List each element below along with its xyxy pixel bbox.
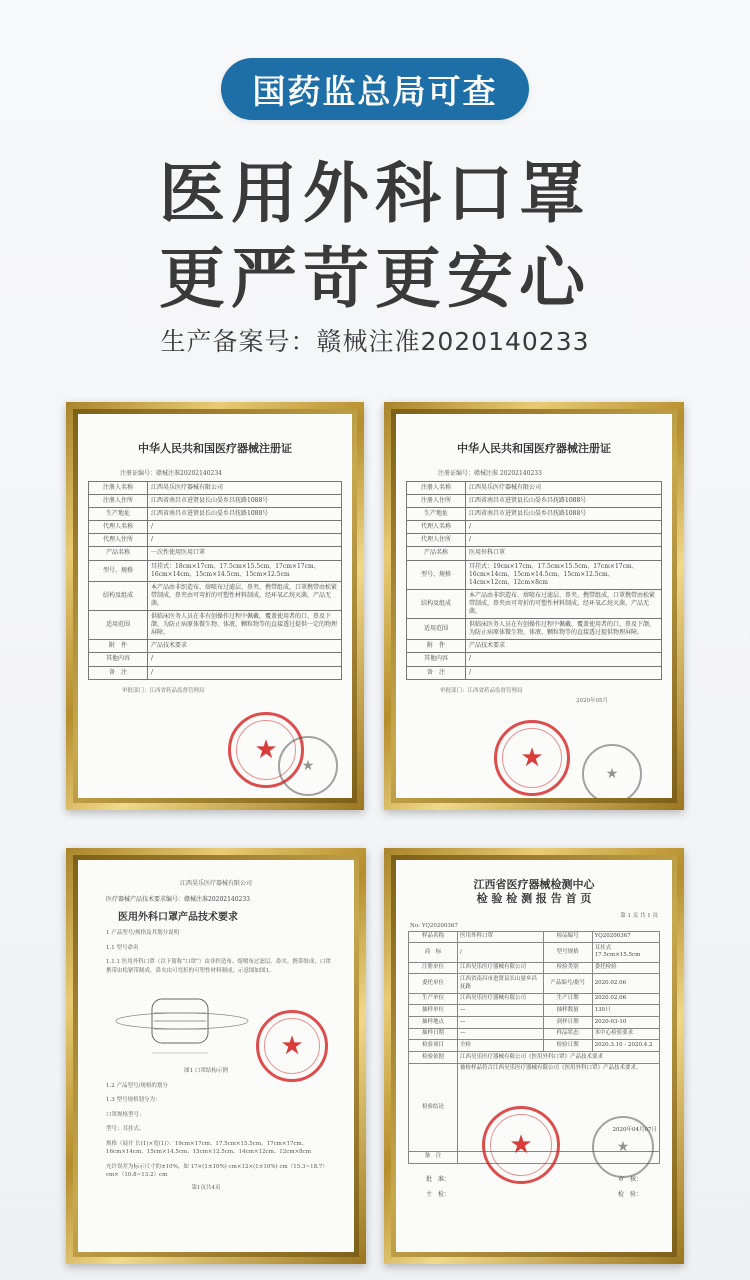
table-row <box>409 993 660 1005</box>
table-row <box>89 560 342 581</box>
field-value: 江西昊乐医疗器械有限公司 <box>148 482 342 495</box>
frame-border <box>73 855 359 1257</box>
headline-line-1: 医用外科口罩 <box>159 155 591 232</box>
inspector-label: 检 验： <box>617 1190 642 1198</box>
field-value: 2020-03-10 <box>592 1017 659 1029</box>
table-row <box>407 666 662 679</box>
table-row <box>409 943 660 962</box>
field-value: 江西省南昌市进贤县长山晏乡昌抚路1088号 <box>148 495 342 508</box>
field-value: / <box>148 521 342 534</box>
section-heading: 1.1 型号命名 <box>106 944 139 951</box>
frame-border <box>391 409 677 803</box>
paragraph: 规格（展开 长(1)×宽(1)）：19cm×17cm、17.5cm×15.5cm、17cm×17cm、16cm×14cm、15cm×14.5cm、15cm×12.5cm、14cm×12cm、12cm×8cm <box>106 1140 311 1156</box>
field-label: 结构及组成 <box>407 589 466 618</box>
field-value: 江西省南昌市进贤县长山晏乡昌抚路1088号 <box>466 508 662 521</box>
table-row <box>407 508 662 521</box>
signature-row <box>426 1189 642 1198</box>
section-heading: 1.2 产品型号/规格的划分 <box>106 1082 168 1089</box>
section-heading: 1.3 型号规格划分为： <box>106 1097 161 1104</box>
field-value: 2020.02.06 <box>592 993 659 1005</box>
table-row <box>407 619 662 640</box>
report-page-info: 第 1 页 共 1 页 <box>620 912 658 919</box>
table-row <box>407 653 662 666</box>
field-value: 江西省南昌市进贤县长山晏乡昌抚路 <box>458 974 544 993</box>
field-label: 检验依据 <box>409 1052 458 1064</box>
field-value: / <box>148 534 342 547</box>
field-label: 到样日期 <box>543 1017 592 1029</box>
field-label: 其他内容 <box>89 653 148 666</box>
figure-caption: 图1 口罩结构示例 <box>184 1068 228 1075</box>
red-official-seal <box>482 1106 560 1184</box>
field-value: 江西昊乐医疗器械有限公司 <box>466 482 662 495</box>
gray-stamp <box>592 1116 654 1178</box>
certificate-title: 中华人民共和国医疗器械注册证 <box>457 442 611 455</box>
field-label: 产品名称 <box>89 547 148 560</box>
registration-certificate-left <box>78 414 352 798</box>
standard-number: 医疗器械产品技术要求编号：赣械注准20202140233 <box>106 896 250 903</box>
field-value: 本中心检验要求 <box>592 1028 659 1040</box>
table-row <box>407 534 662 547</box>
table-row <box>409 974 660 993</box>
field-label: 代理人住所 <box>89 534 148 547</box>
test-report-frame <box>384 848 684 1264</box>
field-label: 注册人住所 <box>89 495 148 508</box>
field-value: 江西昊乐医疗器械有限公司《医用外科口罩》产品技术要求 <box>458 1052 660 1064</box>
top-badge: 国药监总局可查 <box>221 58 529 120</box>
field-value: 产品技术要求 <box>466 640 662 653</box>
table-row <box>89 547 342 560</box>
seal-ring <box>490 1114 552 1176</box>
gray-stamp <box>582 744 642 798</box>
certificate-table <box>88 481 342 680</box>
table-row <box>407 547 662 560</box>
table-row <box>89 666 342 679</box>
seal-ring <box>264 1018 320 1074</box>
field-label: 委托单位 <box>409 974 458 993</box>
standard-title: 医用外科口罩产品技术要求 <box>118 912 238 923</box>
field-value: 2020.3.10 - 2020.4.2 <box>592 1040 659 1052</box>
field-label: 生产日期 <box>543 993 592 1005</box>
table-row <box>409 1028 660 1040</box>
field-label: 注册人名称 <box>407 482 466 495</box>
field-value: / <box>148 653 342 666</box>
field-label: 商 标 <box>409 943 458 962</box>
field-label: 样品名称 <box>409 931 458 943</box>
table-row <box>407 495 662 508</box>
table-row <box>89 495 342 508</box>
table-row <box>89 482 342 495</box>
table-row <box>409 931 660 943</box>
certificate-number: 注册证编号：赣械注准20202140234 <box>120 470 222 477</box>
table-row <box>407 482 662 495</box>
field-label: 适用范围 <box>407 619 466 640</box>
frame-border <box>73 409 357 803</box>
field-label: 备 注 <box>409 1151 458 1163</box>
field-label: 备 注 <box>407 666 466 679</box>
field-label: 抽样数量 <box>543 1005 592 1017</box>
field-label: 生产单位 <box>409 993 458 1005</box>
seal-star-icon: ★ <box>509 1130 533 1160</box>
field-value: — <box>458 1028 544 1040</box>
field-label: 注册单位 <box>409 962 458 974</box>
field-label: 代理人名称 <box>407 521 466 534</box>
field-value: 供临床医务人员在非有创操作过程中佩戴，覆盖使用者的口、鼻及下颌，为防止病原体微生物、体液、颗粒物等的直接透过提供一定的物理屏障。 <box>148 611 342 640</box>
technical-standard-document <box>78 860 354 1252</box>
issue-date: 2020年04月07日 <box>612 1127 657 1134</box>
certificate-frame-right <box>384 402 684 810</box>
stamp-star-icon: ★ <box>605 766 619 782</box>
field-value: YQ20200367 <box>592 931 659 943</box>
field-value: 江西昊乐医疗器械有限公司 <box>458 993 544 1005</box>
certificate-frame-left <box>66 402 364 810</box>
field-value: 江西省南昌市进贤县长山晏乡昌抚路1088号 <box>148 508 342 521</box>
field-label: 产品名称 <box>407 547 466 560</box>
seal-star-icon: ★ <box>280 1031 304 1061</box>
field-label: 型号规格 <box>543 943 592 962</box>
field-label: 生产地址 <box>407 508 466 521</box>
field-label: 检验类别 <box>543 962 592 974</box>
field-value: 供临床医务人员在有创操作过程中佩戴，覆盖使用者的口、鼻及下颌，为防止病原体微生物、体液、颗粒物等的直接透过提供物理屏障。 <box>466 619 662 640</box>
conclusion-text: 被检样品符合江西昊乐医疗器械有限公司《医用外科口罩》产品技术要求。 <box>460 1065 642 1072</box>
table-row <box>409 962 660 974</box>
paragraph: 允许误差为标示尺寸的±10%，如 17×(1±10%) cm×12×(1±10%) cm（15.3~18.7）cm×（10.8~13.2）cm <box>106 1163 328 1179</box>
table-row <box>89 640 342 653</box>
approval-department: 审批部门：江西省药品监督管理局 <box>122 687 205 694</box>
field-value: / <box>466 653 662 666</box>
field-value: 本产品由非织造布、熔喷布过滤层、鼻夹、携带组成，口罩携带由松紧带制成，鼻夹由可弯折的可塑性材料制成，经环氧乙烷灭菌，产品无菌。 <box>466 589 662 618</box>
gray-stamp <box>278 736 338 796</box>
field-value: / <box>466 666 662 679</box>
field-value: 2020.02.06 <box>592 974 659 993</box>
paragraph: 口罩规格型号： <box>106 1111 145 1118</box>
field-value: 江西省南昌市进贤县长山晏乡昌抚路1088号 <box>466 495 662 508</box>
table-row <box>89 508 342 521</box>
field-value: 耳挂式：18cm×17cm、17.5cm×15.5cm、17cm×17cm、16cm×14cm、15cm×14.5cm、15cm×12.5cm <box>148 560 342 581</box>
field-label: 抽样单位 <box>409 1005 458 1017</box>
field-label: 备 注 <box>89 666 148 679</box>
field-label: 结构及组成 <box>89 581 148 610</box>
field-label: 注册人名称 <box>89 482 148 495</box>
field-value: 江西昊乐医疗器械有限公司 <box>458 962 544 974</box>
field-label: 附 件 <box>407 640 466 653</box>
technical-standard-frame <box>66 848 366 1264</box>
field-label: 代理人名称 <box>89 521 148 534</box>
stamp-star-icon: ★ <box>616 1139 630 1155</box>
chief-inspector-label: 主 检： <box>426 1190 451 1198</box>
paragraph: 型号：耳挂式。 <box>106 1126 145 1133</box>
red-official-seal <box>494 720 570 796</box>
paragraph: 1.1.1 医用外科口罩（以下简称“口罩”）由非织造布、熔喷布过滤层、鼻夹、携带组成，口罩携带由松紧带制成，鼻夹由可弯折的可塑性材料制成，示意图如图1。 <box>106 959 331 974</box>
field-value: 一次性使用医用口罩 <box>148 547 342 560</box>
table-row <box>89 521 342 534</box>
headline-line-2: 更严苛更安心 <box>159 240 591 317</box>
approval-date: 2020年05月 <box>576 697 608 704</box>
seal-ring <box>502 728 562 788</box>
certificate-table <box>406 481 662 680</box>
field-label: 检验项目 <box>409 1040 458 1052</box>
report-title: 检 验 检 测 报 告 首 页 <box>476 892 592 906</box>
field-value: / <box>466 534 662 547</box>
field-value: 委托检验 <box>592 962 659 974</box>
table-row <box>89 653 342 666</box>
field-value: / <box>148 666 342 679</box>
table-row <box>409 1040 660 1052</box>
table-row <box>409 1017 660 1029</box>
field-value: 130只 <box>592 1005 659 1017</box>
stamp-star-icon: ★ <box>301 758 315 774</box>
field-label: 适用范围 <box>89 611 148 640</box>
field-label: 附 件 <box>89 640 148 653</box>
field-value: 产品技术要求 <box>148 640 342 653</box>
seal-star-icon: ★ <box>520 743 544 773</box>
company-name: 江西昊乐医疗器械有限公司 <box>179 880 252 887</box>
field-label: 抽样日期 <box>409 1028 458 1040</box>
field-label: 抽样地点 <box>409 1017 458 1029</box>
field-label: 检品编号 <box>543 931 592 943</box>
frame-border <box>391 855 677 1257</box>
field-label: 检验结论 <box>409 1063 458 1151</box>
table-row <box>89 534 342 547</box>
field-label: 生产地址 <box>89 508 148 521</box>
red-official-seal <box>256 1010 328 1082</box>
table-row <box>407 521 662 534</box>
table-row <box>407 640 662 653</box>
table-row <box>89 581 342 610</box>
certificate-number: 注册证编号：赣械注准 20202140233 <box>438 470 542 477</box>
table-row <box>409 1052 660 1064</box>
field-value: / <box>466 521 662 534</box>
registration-number: 生产备案号：赣械注准2020140233 <box>160 327 590 356</box>
field-value: 全检 <box>458 1040 544 1052</box>
field-value: 本产品由非织造布、熔喷布过滤层、鼻夹、携带组成，口罩携带由松紧带制成，鼻夹由可弯折的可塑性材料制成，经环氧乙烷灭菌，产品无菌。 <box>148 581 342 610</box>
field-label: 型号、规格 <box>89 560 148 581</box>
field-value: 耳挂式 17.5cm×15.5cm <box>592 943 659 962</box>
table-row <box>89 611 342 640</box>
field-value: — <box>458 1005 544 1017</box>
reviewer-label: 审 核： <box>617 1175 642 1183</box>
table-row <box>407 560 662 589</box>
registration-certificate-right <box>396 414 672 798</box>
field-label: 产品编号/批号 <box>543 974 592 993</box>
approval-department: 审批部门：江西省药品监督管理局 <box>440 687 523 694</box>
test-report-document <box>396 860 672 1252</box>
field-value: 医用外科口罩 <box>458 931 544 943</box>
table-row <box>407 589 662 618</box>
mask-diagram <box>114 981 264 1061</box>
certificate-title: 中华人民共和国医疗器械注册证 <box>138 442 292 455</box>
section-heading: 1 产品型号/规格及其划分说明 <box>106 930 180 936</box>
field-value: 耳挂式：19cm×17cm、17.5cm×15.5cm、17cm×17cm、16cm×14cm、15cm×14.5cm、15cm×12.5cm、14cm×12cm、12cm×8cm <box>466 560 662 589</box>
table-row <box>409 1005 660 1017</box>
field-value: 医用外科口罩 <box>466 547 662 560</box>
field-label: 型号、规格 <box>407 560 466 589</box>
field-value: — <box>458 1017 544 1029</box>
field-label: 注册人住所 <box>407 495 466 508</box>
field-label: 代理人住所 <box>407 534 466 547</box>
approver-label: 批 准： <box>426 1175 451 1183</box>
report-number: No: YQ20200367 <box>410 922 458 929</box>
field-label: 其他内容 <box>407 653 466 666</box>
field-value: / <box>458 943 544 962</box>
report-issuer: 江西省医疗器械检测中心 <box>473 878 595 891</box>
field-label: 检验日期 <box>543 1040 592 1052</box>
page-number: 第1页共4页 <box>191 1184 221 1191</box>
seal-star-icon: ★ <box>254 735 278 765</box>
field-label: 样品状态 <box>543 1028 592 1040</box>
